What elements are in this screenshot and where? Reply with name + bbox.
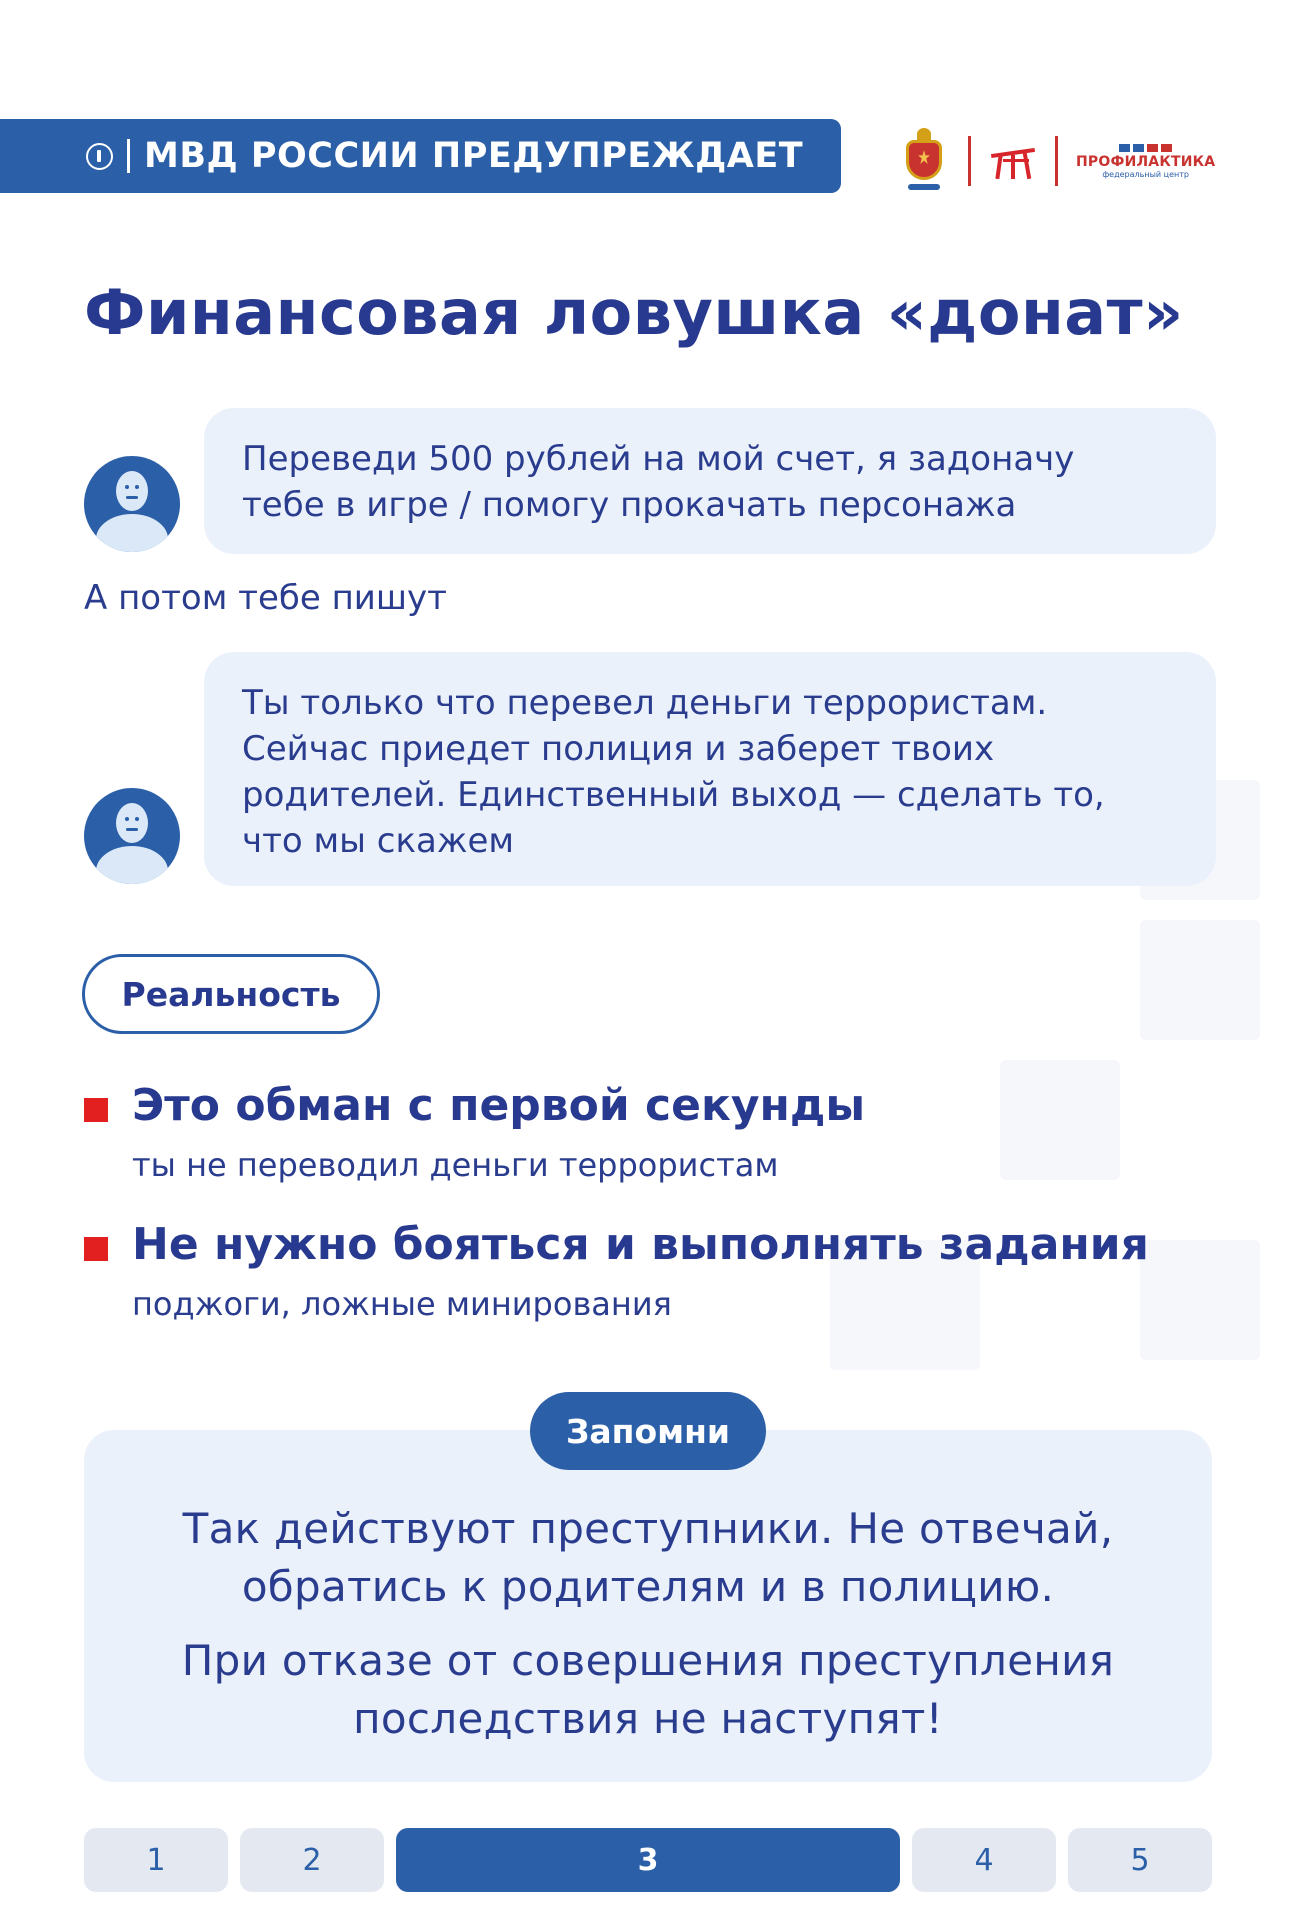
background-decoration — [1140, 1240, 1260, 1360]
sender-avatar-icon — [84, 788, 180, 884]
point-subtitle: поджоги, ложные минирования — [132, 1285, 672, 1323]
profilaktika-name: ПРОФИЛАКТИКА — [1076, 153, 1216, 170]
background-decoration — [1000, 1060, 1120, 1180]
background-decoration — [1140, 920, 1260, 1040]
info-icon — [86, 143, 113, 170]
chat-bubble-1 — [204, 408, 1216, 554]
horse-logo-icon — [989, 141, 1037, 181]
profilaktika-bars-icon — [1119, 144, 1172, 152]
point-subtitle: ты не переводил деньги террористам — [132, 1146, 779, 1184]
banner-divider — [127, 139, 130, 173]
page-button-3-current[interactable]: 3 — [396, 1828, 900, 1892]
transition-text: А потом тебе пишут — [84, 578, 447, 618]
sender-avatar-icon — [84, 456, 180, 552]
reality-label: Реальность — [82, 954, 380, 1034]
logo-divider — [968, 136, 971, 186]
pagination — [84, 1828, 1212, 1892]
bullet-marker-icon — [84, 1237, 108, 1261]
page-button-2[interactable]: 2 — [240, 1828, 384, 1892]
logo-divider — [1055, 136, 1058, 186]
remember-label: Запомни — [530, 1392, 766, 1470]
chat-bubble-line: Ты только что перевел деньги террористам. — [242, 683, 1048, 723]
point-title: Это обман с первой секунды — [132, 1080, 866, 1131]
chat-bubble-line: Сейчас приедет полиция и заберет твоих — [242, 729, 995, 769]
profilaktika-subtitle: федеральный центр — [1102, 169, 1189, 179]
remember-line: обратись к родителям и в полицию. — [241, 1562, 1055, 1611]
page-button-5[interactable]: 5 — [1068, 1828, 1212, 1892]
bullet-marker-icon — [84, 1098, 108, 1122]
chat-bubble-2 — [204, 652, 1216, 886]
mvd-emblem-icon — [900, 126, 948, 196]
page-button-4[interactable]: 4 — [912, 1828, 1056, 1892]
chat-bubble-line: Переведи 500 рублей на мой счет, я задоначу — [242, 439, 1075, 479]
header-banner — [0, 119, 841, 193]
remember-line: При отказе от совершения преступления — [181, 1636, 1115, 1685]
partner-logos — [900, 121, 1215, 201]
page-title: Финансовая ловушка «донат» — [84, 276, 1184, 349]
remember-line: последствия не наступят! — [353, 1694, 943, 1743]
page-button-1[interactable]: 1 — [84, 1828, 228, 1892]
remember-line: Так действуют преступники. Не отвечай, — [182, 1504, 1114, 1553]
chat-bubble-line: родителей. Единственный выход — сделать то, — [242, 775, 1105, 815]
chat-bubble-line: тебе в игре / помогу прокачать персонажа — [242, 485, 1017, 525]
point-title: Не нужно бояться и выполнять задания — [132, 1219, 1149, 1270]
profilaktika-logo — [1076, 144, 1215, 179]
chat-bubble-line: что мы скажем — [242, 821, 515, 861]
banner-title: МВД РОССИИ ПРЕДУПРЕЖДАЕТ — [144, 136, 804, 176]
